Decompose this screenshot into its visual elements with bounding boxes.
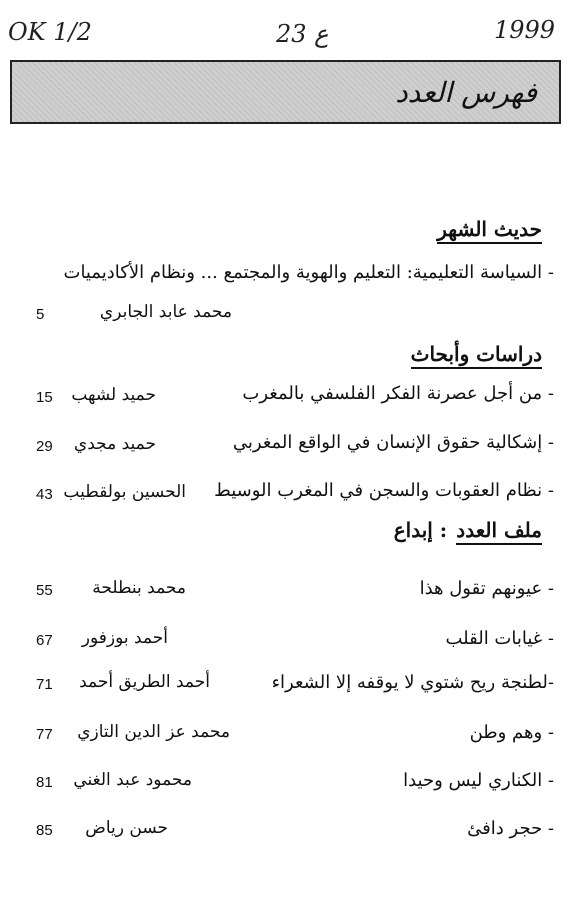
toc-entry-author: محمد عز الدين التازي xyxy=(77,722,230,742)
handwritten-issue-note: 23 ع xyxy=(276,20,329,48)
toc-entry-title: - نظام العقوبات والسجن في المغرب الوسيط xyxy=(214,480,554,501)
toc-entry-author: حميد مجدي xyxy=(73,434,156,454)
toc-entry-title: - من أجل عصرنة الفكر الفلسفي بالمغرب xyxy=(242,383,554,404)
section-heading-main: ملف العدد xyxy=(456,518,542,542)
toc-entry-author: محمود عبد الغني xyxy=(73,770,192,790)
toc-entry-title: - الكناري ليس وحيدا xyxy=(403,770,554,791)
toc-entry-page: 29 xyxy=(36,438,53,455)
toc-entry-page: 15 xyxy=(36,389,53,406)
toc-entry-title: -لطنجة ريح شتوي لا يوقفه إلا الشعراء xyxy=(271,672,554,693)
toc-entry-page: 81 xyxy=(36,774,53,791)
toc-entry-title: - غيابات القلب xyxy=(445,628,554,649)
toc-entry-title: - عيونهم تقول هذا xyxy=(419,578,554,599)
section-subheading: : إبداع xyxy=(393,518,448,542)
toc-entry-page: 5 xyxy=(36,306,45,323)
toc-entry-page: 67 xyxy=(36,632,53,649)
title-banner xyxy=(10,60,561,124)
handwritten-year-note: 1999 xyxy=(494,16,556,44)
toc-entry-page: 85 xyxy=(36,822,53,839)
toc-entry-author: حسن رياض xyxy=(85,818,168,838)
toc-entry-title: - إشكالية حقوق الإنسان في الواقع المغربي xyxy=(232,432,554,453)
toc-entry-author: الحسين بولقطيب xyxy=(63,482,186,502)
toc-entry-page: 43 xyxy=(36,486,53,503)
toc-entry-title: - وهم وطن xyxy=(469,722,554,743)
toc-entry-author: أحمد بوزفور xyxy=(81,628,168,648)
toc-entry-author: حميد لشهب xyxy=(71,385,156,405)
section-heading-issue-file xyxy=(394,518,542,542)
toc-entry-title: - حجر دافئ xyxy=(467,818,554,839)
handwritten-left-note: OK 1/2 xyxy=(8,18,92,46)
banner-title: فهرس العدد xyxy=(395,76,537,109)
section-heading-studies: دراسات وأبحاث xyxy=(411,342,542,366)
toc-entry-page: 71 xyxy=(36,676,53,693)
toc-entry-page: 77 xyxy=(36,726,53,743)
toc-entry-page: 55 xyxy=(36,582,53,599)
toc-entry-author: محمد بنطلحة xyxy=(92,578,186,598)
toc-entry-author: أحمد الطريق أحمد xyxy=(79,672,210,692)
section-heading-month-talk: حديث الشهر xyxy=(437,217,542,241)
toc-entry-title: - السياسة التعليمية: التعليم والهوية والمجتمع ... ونظام الأكاديميات xyxy=(63,262,554,283)
toc-entry-author: محمد عابد الجابري xyxy=(99,302,232,322)
